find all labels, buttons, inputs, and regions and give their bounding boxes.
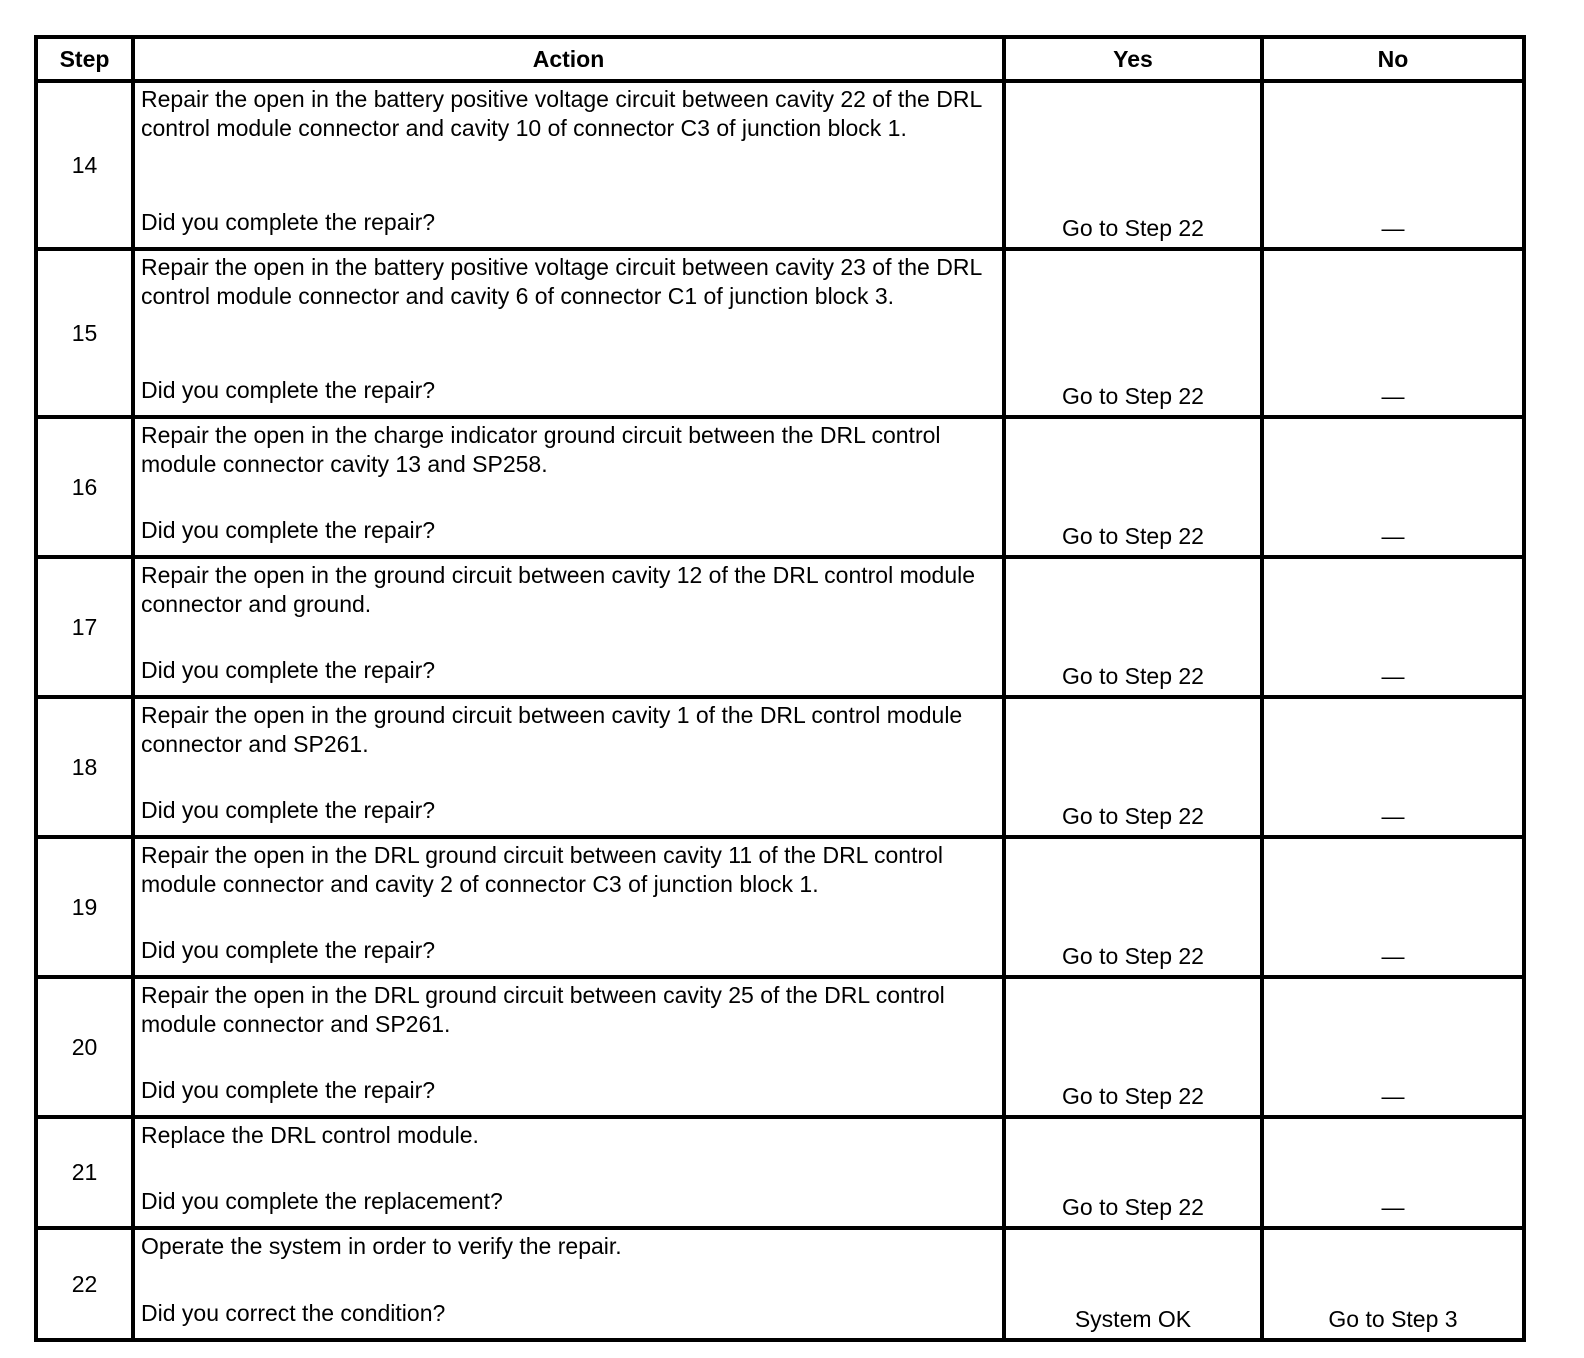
action-question: Did you complete the repair? <box>141 517 436 543</box>
table-row <box>36 557 1524 697</box>
action-instruction: Repair the open in the battery positive voltage circuit between cavity 22 of the DRL control module connector and cavity 10 of connector C3 of junction block 1. <box>141 86 982 141</box>
step-number: 17 <box>36 557 133 697</box>
table-row <box>36 697 1524 837</box>
step-number: 22 <box>36 1228 133 1340</box>
action-question: Did you complete the repair? <box>141 937 436 963</box>
yes-result: Go to Step 22 <box>1004 697 1262 837</box>
no-result: — <box>1262 1117 1524 1228</box>
header-action: Action <box>133 37 1004 81</box>
step-number: 14 <box>36 81 133 249</box>
action-cell <box>133 1117 1004 1228</box>
action-instruction: Repair the open in the ground circuit between cavity 1 of the DRL control module connector and SP261. <box>141 702 963 757</box>
action-cell <box>133 837 1004 977</box>
table-row <box>36 1117 1524 1228</box>
yes-result: Go to Step 22 <box>1004 81 1262 249</box>
step-number: 15 <box>36 249 133 417</box>
yes-result: Go to Step 22 <box>1004 557 1262 697</box>
action-cell <box>133 557 1004 697</box>
action-question: Did you complete the repair? <box>141 377 436 403</box>
yes-result: Go to Step 22 <box>1004 417 1262 557</box>
action-cell <box>133 249 1004 417</box>
action-instruction: Operate the system in order to verify the repair. <box>141 1233 622 1259</box>
yes-result: System OK <box>1004 1228 1262 1340</box>
header-no: No <box>1262 37 1524 81</box>
action-question: Did you complete the repair? <box>141 1077 436 1103</box>
action-cell <box>133 697 1004 837</box>
header-row <box>36 37 1524 81</box>
action-instruction: Repair the open in the charge indicator ground circuit between the DRL control module connector cavity 13 and SP258. <box>141 422 941 477</box>
step-number: 18 <box>36 697 133 837</box>
table-row <box>36 977 1524 1117</box>
step-number: 20 <box>36 977 133 1117</box>
no-result: — <box>1262 417 1524 557</box>
action-question: Did you complete the replacement? <box>141 1188 503 1214</box>
action-cell <box>133 417 1004 557</box>
action-question: Did you complete the repair? <box>141 797 436 823</box>
step-number: 19 <box>36 837 133 977</box>
yes-result: Go to Step 22 <box>1004 249 1262 417</box>
no-result: — <box>1262 977 1524 1117</box>
table-row <box>36 1228 1524 1340</box>
no-result: — <box>1262 557 1524 697</box>
no-result: — <box>1262 81 1524 249</box>
table-row <box>36 249 1524 417</box>
no-result: Go to Step 3 <box>1262 1228 1524 1340</box>
no-result: — <box>1262 837 1524 977</box>
no-result: — <box>1262 249 1524 417</box>
yes-result: Go to Step 22 <box>1004 977 1262 1117</box>
action-cell <box>133 977 1004 1117</box>
step-number: 16 <box>36 417 133 557</box>
header-yes: Yes <box>1004 37 1262 81</box>
action-question: Did you complete the repair? <box>141 657 436 683</box>
action-question: Did you correct the condition? <box>141 1300 446 1326</box>
step-number: 21 <box>36 1117 133 1228</box>
table-row <box>36 417 1524 557</box>
table-row <box>36 81 1524 249</box>
action-question: Did you complete the repair? <box>141 209 436 235</box>
action-instruction: Repair the open in the battery positive voltage circuit between cavity 23 of the DRL control module connector and cavity 6 of connector C1 of junction block 3. <box>141 254 982 309</box>
action-instruction: Repair the open in the DRL ground circuit between cavity 25 of the DRL control module connector and SP261. <box>141 982 945 1037</box>
action-cell <box>133 81 1004 249</box>
no-result: — <box>1262 697 1524 837</box>
action-cell <box>133 1228 1004 1340</box>
table-row <box>36 837 1524 977</box>
action-instruction: Repair the open in the DRL ground circuit between cavity 11 of the DRL control module connector and cavity 2 of connector C3 of junction block 1. <box>141 842 944 897</box>
yes-result: Go to Step 22 <box>1004 1117 1262 1228</box>
header-step: Step <box>36 37 133 81</box>
diagnostic-table <box>34 35 1526 1342</box>
yes-result: Go to Step 22 <box>1004 837 1262 977</box>
action-instruction: Replace the DRL control module. <box>141 1122 479 1148</box>
action-instruction: Repair the open in the ground circuit between cavity 12 of the DRL control module connector and ground. <box>141 562 976 617</box>
